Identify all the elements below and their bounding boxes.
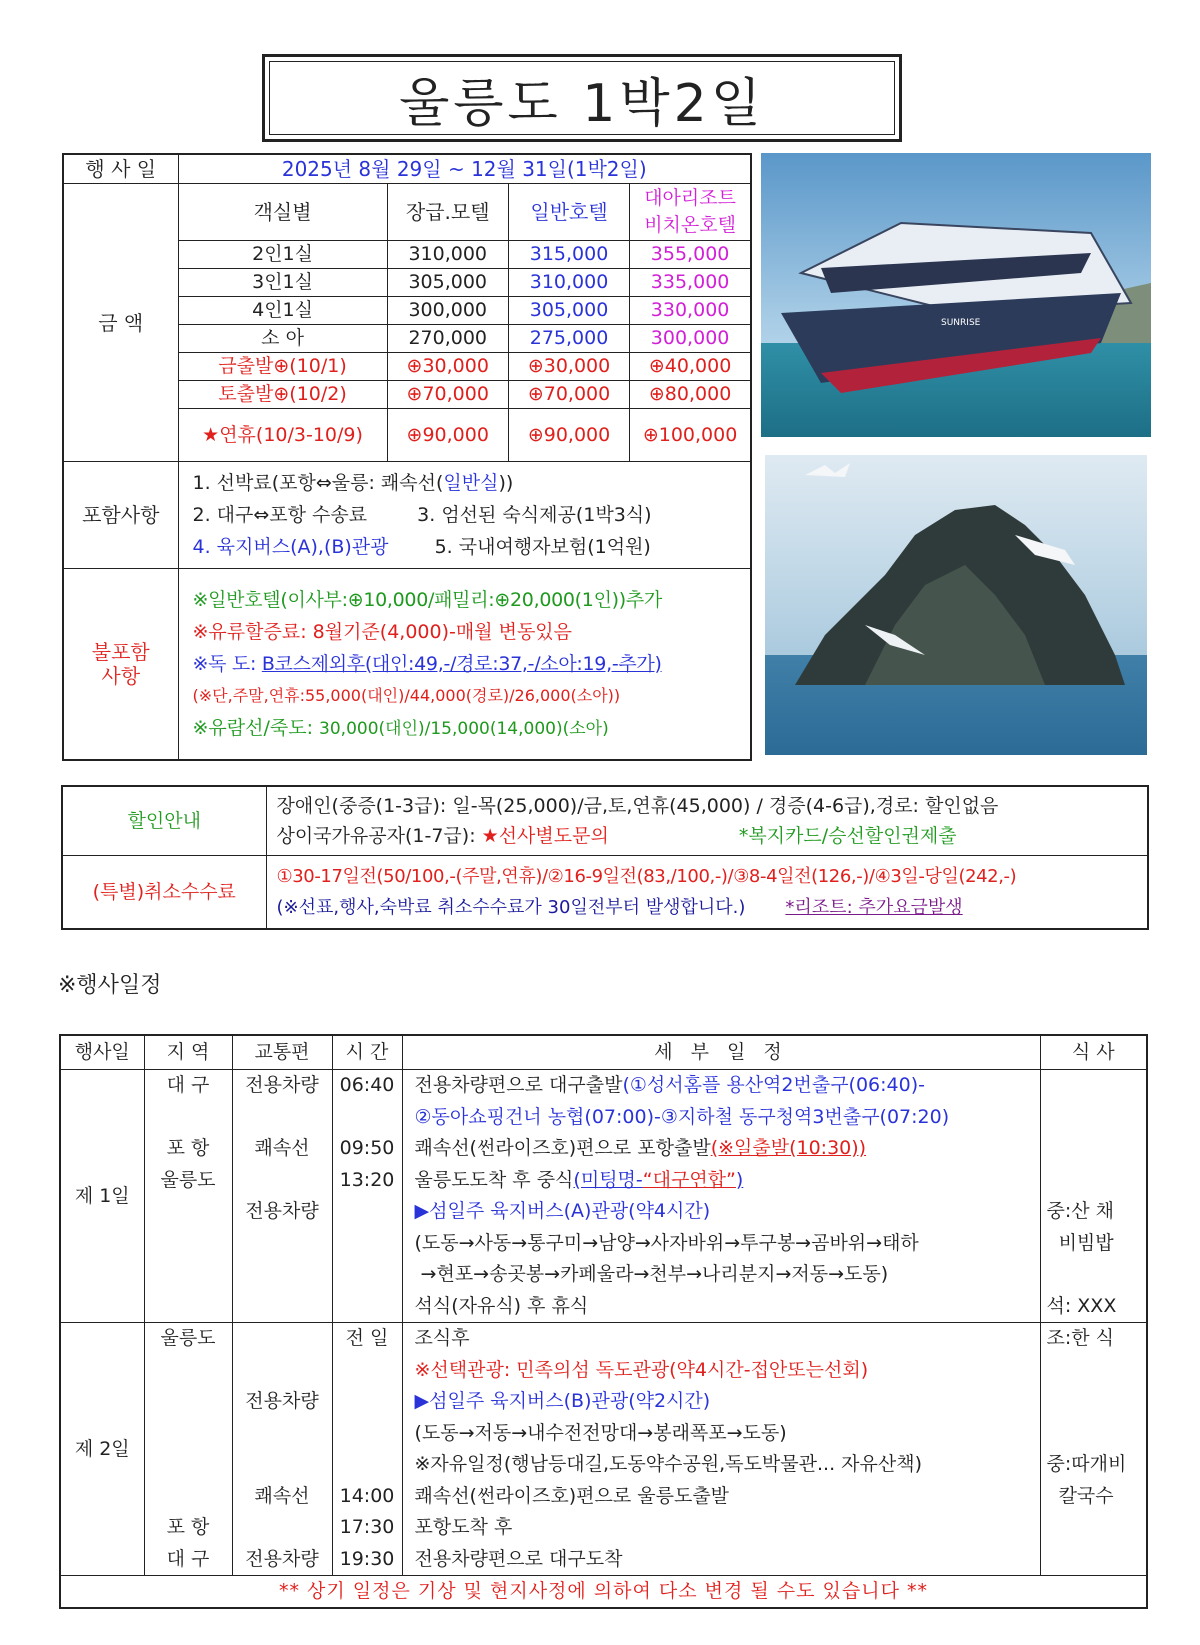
day2-time <box>332 1323 402 1576</box>
day1-detail-4d: ) <box>735 1168 744 1191</box>
discount-line-2a: 상이국가유공자(1-7급): <box>276 825 482 847</box>
price-row-name: 3인1실 <box>178 269 387 297</box>
day1-time-item <box>333 1228 402 1260</box>
day2-detail-line: 전용차량편으로 대구도착 <box>414 1547 623 1570</box>
excluded-line-1: ※일반호텔(이사부:⊕10,000/패밀리:⊕20,000(1인))추가 <box>192 588 662 611</box>
day1-detail-line: ②동아쇼핑건너 농협(07:00)-③지하철 동구청역3번출구(07:20) <box>414 1105 950 1128</box>
event-date-row <box>63 154 751 184</box>
cancel-line-2a: (※선표,행사,숙박료 취소수수료가 30일전부터 발생합니다.) <box>276 896 746 918</box>
cancel-line-2b: *리조트: 추가요금발생 <box>785 896 963 918</box>
day1-meal <box>1040 1070 1147 1323</box>
day2-transport-item <box>233 1449 332 1481</box>
cancel-content <box>266 856 1148 930</box>
day2-time-item: 17:30 <box>339 1516 395 1538</box>
price-row-resort: ⊕40,000 <box>630 353 751 381</box>
day2-time-item <box>333 1386 402 1418</box>
day1-transport-item <box>233 1259 332 1291</box>
price-header-hotel: 일반호텔 <box>508 184 629 241</box>
day2-transport-item <box>233 1355 332 1387</box>
included-item3: 3. 엄선된 숙식제공(1박3식) <box>417 504 652 526</box>
included-item5: 5. 국내여행자보험(1억원) <box>434 536 651 558</box>
included-line-2 <box>179 499 751 531</box>
page-title: 울릉도 1박2일 <box>399 73 765 134</box>
cancel-row <box>62 856 1148 930</box>
schedule-header-day: 행사일 <box>60 1035 144 1070</box>
day2-region-item <box>145 1481 232 1513</box>
price-header-resort-line2: 비치온호텔 <box>644 214 736 236</box>
day2-detail-line: ※선택관광: 민족의섬 독도관광(약4시간-접안또는선회) <box>414 1358 869 1381</box>
day2-meal-item: 조:한 식 <box>1046 1327 1115 1349</box>
discount-line-1: 장애인(중증(1-3급): 일-목(25,000)/금,토,연휴(45,000) / 경증(4-6급),경로: 할인없음 <box>276 795 999 817</box>
title-box <box>262 54 902 142</box>
price-row-hotel: 315,000 <box>508 241 629 269</box>
day1-detail-line: (도동→사동→통구미→남양→사자바위→투구봉→곰바위→태하 <box>414 1231 919 1254</box>
day1-detail-line <box>415 1165 1040 1197</box>
price-label-text: 금 액 <box>98 310 144 335</box>
day1-detail-line: ▶섬일주 육지버스(A)관광(약4시간) <box>414 1200 711 1222</box>
price-row-hotel: 275,000 <box>508 325 629 353</box>
day1-region-item <box>145 1228 232 1260</box>
schedule-table <box>59 1034 1148 1609</box>
day1-detail-3b: (※일출발(10:30)) <box>710 1137 867 1159</box>
day2-detail <box>402 1323 1040 1576</box>
day1-region-item <box>145 1196 232 1228</box>
discount-line-2 <box>267 821 1148 851</box>
price-row-hotel: 310,000 <box>508 269 629 297</box>
day2-region <box>144 1323 232 1576</box>
price-row-hotel: 305,000 <box>508 297 629 325</box>
day2-time-item: 14:00 <box>339 1484 395 1507</box>
day2-region-item <box>145 1386 232 1418</box>
excluded-content <box>178 569 751 761</box>
day1-time-item <box>333 1196 402 1228</box>
day1-transport-item <box>233 1228 332 1260</box>
included-item1b: 일반실 <box>443 472 499 494</box>
schedule-day-2 <box>60 1323 1147 1576</box>
day1-detail <box>402 1070 1040 1323</box>
day2-label: 제 2일 <box>60 1323 144 1576</box>
schedule-header-row <box>60 1035 1147 1070</box>
day2-transport-item <box>233 1512 332 1544</box>
day2-region-item: 울릉도 <box>160 1327 216 1349</box>
day1-meal-item: 석: XXX <box>1046 1294 1117 1317</box>
cancel-line-1: ①30-17일전(50/100,-(주말,연휴)/②16-9일전(83,/100,-)/③8-4일전(126,-)/④3일-당일(242,-) <box>276 865 1017 887</box>
price-row-resort: ⊕100,000 <box>630 409 751 462</box>
day1-region-item <box>145 1259 232 1291</box>
price-row-name: ★연휴(10/3-10/9) <box>178 409 387 462</box>
price-row-hotel: ⊕90,000 <box>508 409 629 462</box>
day1-region-item: 포 항 <box>166 1137 210 1159</box>
day1-region <box>144 1070 232 1323</box>
excluded-line-5b: 30,000(대인)/15,000(14,000)(소아) <box>319 718 609 739</box>
price-row-motel: ⊕70,000 <box>387 381 508 409</box>
schedule-header-detail: 세 부 일 정 <box>402 1035 1040 1070</box>
day2-transport-item: 전용차량 <box>245 1390 319 1412</box>
day1-detail-4c: “대구연합” <box>642 1168 736 1191</box>
day1-time-item <box>333 1259 402 1291</box>
day2-meal-item <box>1047 1418 1147 1450</box>
day1-transport-item: 쾌속선 <box>254 1137 310 1159</box>
day1-meal-item <box>1047 1070 1147 1102</box>
event-date-label: 행 사 일 <box>63 154 178 184</box>
day1-region-item <box>145 1102 232 1134</box>
day1-region-item: 울릉도 <box>160 1168 216 1191</box>
event-date-value: 2025년 8월 29일 ~ 12월 31일(1박2일) <box>178 154 751 184</box>
day1-transport-item <box>233 1102 332 1134</box>
day1-detail-1a: 전용차량편으로 대구출발 <box>414 1074 623 1096</box>
excluded-line-2 <box>179 616 751 648</box>
price-row-resort: 300,000 <box>630 325 751 353</box>
day1-detail-line: 석식(자유식) 후 휴식 <box>414 1294 589 1317</box>
excluded-line-3b: B코스제외후(대인:49,-/경로:37,-/소아:19,-추가) <box>261 652 662 675</box>
excluded-line-3 <box>179 648 751 680</box>
price-row-name: 금출발⊕(10/1) <box>178 353 387 381</box>
discount-line-2c: *복지카드/승선할인권제출 <box>738 825 957 847</box>
excluded-line-5a: ※유람선/죽도: <box>192 716 320 739</box>
excluded-line-3a: ※독 도: <box>192 652 262 675</box>
excluded-line-2a: ※유류할증료: 8월기준(4,000) <box>192 620 449 643</box>
price-header-row <box>63 184 751 241</box>
day2-time-item <box>333 1418 402 1450</box>
day1-label: 제 1일 <box>60 1070 144 1323</box>
price-row-motel: 270,000 <box>387 325 508 353</box>
day2-region-item: 포 항 <box>166 1516 210 1538</box>
price-row-name: 2인1실 <box>178 241 387 269</box>
included-line-3 <box>179 531 751 563</box>
excluded-label-line1: 불포함 <box>91 640 150 664</box>
day1-meal-item: 비빔밥 <box>1046 1231 1114 1254</box>
day2-region-item <box>145 1355 232 1387</box>
day2-detail-line: 쾌속선(썬라이즈호)편으로 울릉도출발 <box>414 1484 730 1507</box>
price-table <box>62 153 752 761</box>
day2-meal-item <box>1047 1355 1147 1387</box>
discount-content <box>266 786 1148 856</box>
day1-transport-item: 전용차량 <box>245 1200 319 1222</box>
price-row-name: 4인1실 <box>178 297 387 325</box>
day2-detail-line: ▶섬일주 육지버스(B)관광(약2시간) <box>414 1390 711 1412</box>
schedule-header-time: 시 간 <box>332 1035 402 1070</box>
price-row-resort: 335,000 <box>630 269 751 297</box>
price-row-resort: ⊕80,000 <box>630 381 751 409</box>
day2-meal-item: 중:따개비 <box>1046 1453 1127 1475</box>
price-row-hotel: ⊕70,000 <box>508 381 629 409</box>
price-header-resort <box>630 184 751 241</box>
included-label: 포함사항 <box>63 462 178 569</box>
schedule-footer-row <box>60 1576 1147 1609</box>
day2-region-item <box>145 1449 232 1481</box>
schedule-day-1 <box>60 1070 1147 1323</box>
day1-meal-item <box>1047 1102 1147 1134</box>
day2-detail-line: (도동→저동→내수전전망대→봉래폭포→도동) <box>414 1421 787 1444</box>
schedule-header-transport: 교통편 <box>232 1035 332 1070</box>
day1-time <box>332 1070 402 1323</box>
price-row-name: 소 아 <box>178 325 387 353</box>
included-item2: 2. 대구⇔포항 수송료 <box>192 504 368 526</box>
price-row-resort: 330,000 <box>630 297 751 325</box>
day1-transport-item <box>233 1165 332 1197</box>
day1-detail-1b: (①성서홈플 용산역2번출구(06:40)- <box>622 1074 925 1096</box>
day2-transport-item <box>233 1418 332 1450</box>
day1-transport <box>232 1070 332 1323</box>
price-row-name: 토출발⊕(10/2) <box>178 381 387 409</box>
day1-detail-line: →현포→송곳봉→카페울라→천부→나리분지→저동→도동) <box>414 1263 889 1285</box>
price-row-motel: ⊕90,000 <box>387 409 508 462</box>
excluded-line-2b: -매월 변동있음 <box>449 620 573 643</box>
day1-region-item: 대 구 <box>166 1074 210 1096</box>
ship-photo <box>761 153 1151 437</box>
day1-meal-item: 중:산 채 <box>1046 1200 1115 1222</box>
day1-transport-item <box>233 1291 332 1323</box>
day1-detail-line <box>415 1133 1040 1165</box>
cancel-line-2 <box>267 892 1148 923</box>
schedule-header-meal: 식 사 <box>1040 1035 1147 1070</box>
included-item1c: )) <box>498 472 514 494</box>
day2-region-item: 대 구 <box>166 1547 210 1570</box>
discount-label: 할인안내 <box>62 786 266 856</box>
day2-detail-line: 조식후 <box>414 1327 470 1349</box>
price-row-resort: 355,000 <box>630 241 751 269</box>
schedule-heading: ※행사일정 <box>58 973 162 998</box>
day1-time-item: 06:40 <box>339 1074 395 1096</box>
day1-time-item: 09:50 <box>339 1137 395 1159</box>
cancel-label: (특별)취소수수료 <box>62 856 266 930</box>
price-label <box>63 184 178 462</box>
day1-detail-4a: 울릉도도착 후 중식 <box>414 1168 574 1191</box>
day2-detail-line: ※자유일정(행남등대길,도동약수공원,독도박물관... 자유산책) <box>414 1453 922 1475</box>
ship-name-label: SUNRISE <box>941 318 981 328</box>
day1-meal-item <box>1047 1259 1147 1291</box>
price-header-motel: 장급.모텔 <box>387 184 508 241</box>
price-header-resort-line1: 대아리조트 <box>644 187 736 209</box>
day2-time-item <box>333 1449 402 1481</box>
day1-region-item <box>145 1291 232 1323</box>
excluded-row <box>63 569 751 761</box>
day2-time-item: 19:30 <box>339 1547 395 1570</box>
day2-time-item <box>333 1355 402 1387</box>
schedule-header-region: 지 역 <box>144 1035 232 1070</box>
day2-transport-item: 전용차량 <box>245 1547 319 1570</box>
day1-time-item <box>333 1102 402 1134</box>
day2-meal-item <box>1047 1512 1147 1544</box>
day2-meal-item <box>1047 1386 1147 1418</box>
included-content <box>178 462 751 569</box>
included-item4: 4. 육지버스(A),(B)관광 <box>192 536 389 558</box>
day2-detail-line: 포항도착 후 <box>414 1516 513 1538</box>
discount-row <box>62 786 1148 856</box>
day2-transport-item: 쾌속선 <box>254 1484 310 1507</box>
day2-meal <box>1040 1323 1147 1576</box>
day1-time-item: 13:20 <box>339 1168 395 1191</box>
price-row-motel: 310,000 <box>387 241 508 269</box>
excluded-label-line2: 사항 <box>101 664 141 688</box>
day1-meal-item <box>1047 1133 1147 1165</box>
day1-detail-line <box>415 1070 1040 1102</box>
day1-meal-item <box>1047 1165 1147 1197</box>
price-row-hotel: ⊕30,000 <box>508 353 629 381</box>
excluded-label <box>63 569 178 761</box>
day1-detail-4b: (미팅명- <box>573 1168 643 1191</box>
included-row <box>63 462 751 569</box>
day1-detail-3a: 쾌속선(썬라이즈호)편으로 포항출발 <box>414 1137 711 1159</box>
day2-meal-item <box>1047 1544 1147 1576</box>
day2-transport <box>232 1323 332 1576</box>
price-row-motel: 300,000 <box>387 297 508 325</box>
discount-table <box>61 785 1149 930</box>
day1-time-item <box>333 1291 402 1323</box>
day2-time-item: 전 일 <box>345 1327 389 1349</box>
day1-transport-item: 전용차량 <box>245 1074 319 1096</box>
excluded-line-5 <box>179 712 751 745</box>
included-line-1 <box>179 467 751 499</box>
day2-meal-item: 칼국수 <box>1046 1484 1114 1507</box>
included-item1a: 1. 선박료(포항⇔울릉: 쾌속선( <box>192 472 444 494</box>
day2-region-item <box>145 1418 232 1450</box>
discount-line-2b: ★선사별도문의 <box>481 825 609 847</box>
schedule-footer-note: ** 상기 일정은 기상 및 현지사정에 의하여 다소 변경 될 수도 있습니다 ** <box>60 1576 1147 1609</box>
island-photo <box>765 455 1147 755</box>
day2-transport-item <box>233 1323 332 1355</box>
price-row-motel: ⊕30,000 <box>387 353 508 381</box>
price-row-motel: 305,000 <box>387 269 508 297</box>
excluded-line-4: (※단,주말,연휴:55,000(대인)/44,000(경로)/26,000(소아)) <box>192 685 621 705</box>
price-header-room: 객실별 <box>178 184 387 241</box>
